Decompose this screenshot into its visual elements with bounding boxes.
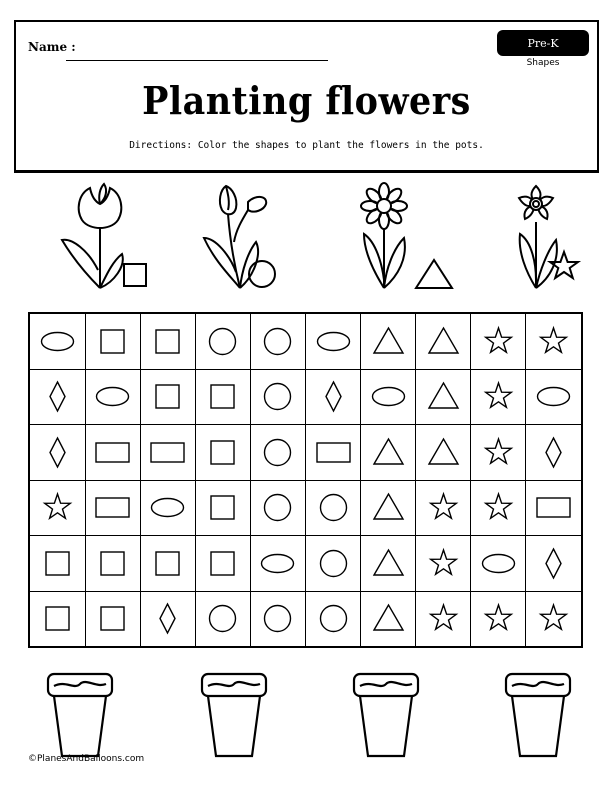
square-shape <box>30 591 85 646</box>
triangle-shape <box>416 314 471 369</box>
square-shape <box>30 536 85 591</box>
triangle-shape <box>416 369 471 424</box>
grid-cell-square[interactable] <box>85 536 141 592</box>
square-shape <box>85 314 140 369</box>
star-shape <box>471 314 526 369</box>
diamond-shape <box>526 536 581 591</box>
square-shape <box>140 369 195 424</box>
circle-shape <box>250 591 305 646</box>
square-shape <box>140 314 195 369</box>
rectangle-shape <box>85 480 140 535</box>
grid-cell-oval[interactable] <box>85 369 141 425</box>
grid-cell-oval[interactable] <box>526 369 582 425</box>
triangle-shape <box>361 591 416 646</box>
square-shape <box>124 264 146 286</box>
name-line[interactable] <box>66 60 328 61</box>
grid-cell-oval[interactable] <box>471 536 527 592</box>
triangle-shape <box>361 425 416 480</box>
star-shape <box>416 591 471 646</box>
grid-cell-rectangle[interactable] <box>85 480 141 536</box>
grid-cell-oval[interactable] <box>140 480 196 536</box>
star-shape <box>471 369 526 424</box>
diamond-shape <box>30 425 85 480</box>
diamond-shape <box>140 591 195 646</box>
grid-cell-circle[interactable] <box>306 591 362 647</box>
header-top-border <box>14 20 599 22</box>
flower-pot-2[interactable] <box>198 666 270 762</box>
grid-cell-star[interactable] <box>471 314 527 370</box>
circle-shape <box>250 480 305 535</box>
grid-cell-circle[interactable] <box>250 591 306 647</box>
triangle-shape <box>361 314 416 369</box>
grid-cell-diamond[interactable] <box>526 536 582 592</box>
grid-cell-star[interactable] <box>471 591 527 647</box>
oval-shape <box>306 314 361 369</box>
grid-cell-rectangle[interactable] <box>140 425 196 481</box>
rosebud-icon <box>196 180 316 295</box>
grid-cell-triangle[interactable] <box>361 314 417 370</box>
grid-cell-star[interactable] <box>416 536 472 592</box>
star-shape <box>526 314 581 369</box>
rectangle-shape <box>85 425 140 480</box>
grid-cell-circle[interactable] <box>250 480 306 536</box>
grid-cell-star[interactable] <box>416 480 472 536</box>
grid-cell-circle[interactable] <box>195 314 251 370</box>
grid-cell-diamond[interactable] <box>30 369 86 425</box>
grid-cell-star[interactable] <box>471 480 527 536</box>
grid-cell-oval[interactable] <box>306 314 362 370</box>
grid-cell-diamond[interactable] <box>526 425 582 481</box>
star-shape <box>550 252 578 278</box>
oval-shape <box>30 314 85 369</box>
oval-shape <box>140 480 195 535</box>
rectangle-shape <box>306 425 361 480</box>
oval-shape <box>526 369 581 424</box>
circle-shape <box>250 425 305 480</box>
circle-shape <box>249 261 275 287</box>
grid-cell-circle[interactable] <box>306 480 362 536</box>
circle-shape <box>195 314 250 369</box>
page-title: Planting flowers <box>142 78 471 123</box>
grid-cell-triangle[interactable] <box>361 480 417 536</box>
shape-grid <box>28 312 583 648</box>
triangle-shape <box>361 536 416 591</box>
diamond-shape <box>526 425 581 480</box>
grid-cell-star[interactable] <box>526 591 582 647</box>
grid-cell-diamond[interactable] <box>306 369 362 425</box>
square-shape <box>195 369 250 424</box>
grid-cell-triangle[interactable] <box>416 314 472 370</box>
grid-cell-triangle[interactable] <box>361 425 417 481</box>
grid-cell-star[interactable] <box>30 480 86 536</box>
directions-text: Directions: Color the shapes to plant the flowers in the pots. <box>129 140 484 151</box>
grid-cell-star[interactable] <box>471 425 527 481</box>
square-shape <box>140 536 195 591</box>
grid-cell-square[interactable] <box>195 536 251 592</box>
grid-cell-circle[interactable] <box>250 369 306 425</box>
grid-cell-square[interactable] <box>195 425 251 481</box>
grid-cell-star[interactable] <box>471 369 527 425</box>
grid-cell-square[interactable] <box>30 591 86 647</box>
star-shape <box>526 591 581 646</box>
grid-cell-rectangle[interactable] <box>526 480 582 536</box>
grid-cell-circle[interactable] <box>306 536 362 592</box>
grid-cell-oval[interactable] <box>250 536 306 592</box>
grid-cell-square[interactable] <box>85 591 141 647</box>
grid-cell-triangle[interactable] <box>416 369 472 425</box>
copyright-footer: ©PlanesAndBalloons.com <box>28 754 145 764</box>
grid-cell-oval[interactable] <box>361 369 417 425</box>
grid-cell-diamond[interactable] <box>30 425 86 481</box>
grid-cell-square[interactable] <box>140 536 196 592</box>
circle-shape <box>306 591 361 646</box>
oval-shape <box>85 369 140 424</box>
level-badge: Pre-K <box>497 30 589 56</box>
circle-shape <box>306 480 361 535</box>
star-shape <box>416 480 471 535</box>
diamond-shape <box>30 369 85 424</box>
flower-pot-3[interactable] <box>350 666 422 762</box>
square-shape <box>195 425 250 480</box>
tulip-icon <box>48 180 168 295</box>
diamond-shape <box>306 369 361 424</box>
daffodil-icon <box>488 180 608 295</box>
grid-cell-circle[interactable] <box>250 425 306 481</box>
grid-cell-circle[interactable] <box>195 591 251 647</box>
star-shape <box>471 425 526 480</box>
star-shape <box>471 591 526 646</box>
name-label: Name : <box>28 40 76 54</box>
oval-shape <box>250 536 305 591</box>
rectangle-shape <box>526 480 581 535</box>
header-bottom-border <box>14 170 599 173</box>
square-shape <box>85 591 140 646</box>
grid-cell-square[interactable] <box>140 314 196 370</box>
star-shape <box>471 480 526 535</box>
grid-cell-triangle[interactable] <box>361 536 417 592</box>
grid-cell-square[interactable] <box>195 480 251 536</box>
triangle-shape <box>416 260 452 288</box>
grid-cell-oval[interactable] <box>30 314 86 370</box>
grid-cell-triangle[interactable] <box>416 425 472 481</box>
star-shape <box>30 480 85 535</box>
circle-shape <box>250 369 305 424</box>
triangle-shape <box>416 425 471 480</box>
daisy-icon <box>340 180 460 295</box>
circle-shape <box>195 591 250 646</box>
grid-cell-square[interactable] <box>85 314 141 370</box>
square-shape <box>195 536 250 591</box>
square-shape <box>195 480 250 535</box>
grid-cell-rectangle[interactable] <box>85 425 141 481</box>
grid-cell-diamond[interactable] <box>140 591 196 647</box>
grid-cell-square[interactable] <box>140 369 196 425</box>
flower-pot-1[interactable] <box>44 666 116 762</box>
grid-cell-star[interactable] <box>416 591 472 647</box>
grid-cell-triangle[interactable] <box>361 591 417 647</box>
flower-pot-4[interactable] <box>502 666 574 762</box>
grid-cell-square[interactable] <box>30 536 86 592</box>
topic-label: Shapes <box>526 58 560 68</box>
grid-cell-star[interactable] <box>526 314 582 370</box>
square-shape <box>85 536 140 591</box>
grid-cell-circle[interactable] <box>250 314 306 370</box>
grid-cell-rectangle[interactable] <box>306 425 362 481</box>
triangle-shape <box>361 480 416 535</box>
circle-shape <box>250 314 305 369</box>
oval-shape <box>471 536 526 591</box>
star-shape <box>416 536 471 591</box>
oval-shape <box>361 369 416 424</box>
rectangle-shape <box>140 425 195 480</box>
circle-shape <box>306 536 361 591</box>
grid-cell-square[interactable] <box>195 369 251 425</box>
